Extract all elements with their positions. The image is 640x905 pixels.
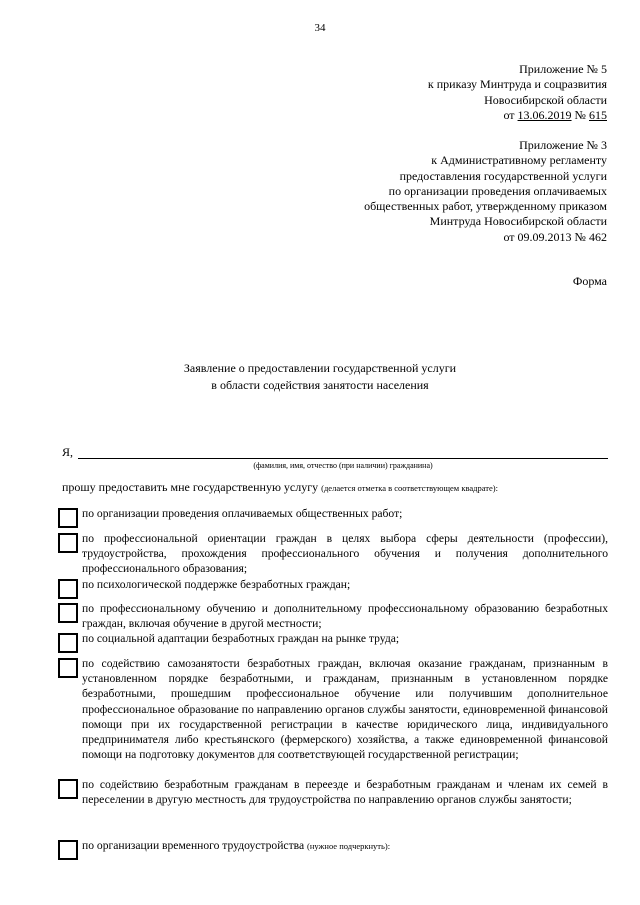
service-label: по профессиональной ориентации граждан в целях выбора сферы деятельности (профессии), трудоустройства, прохождения профессионального обучения и получения дополнительного профессионального образования; [82, 532, 608, 576]
service-checkbox[interactable] [58, 603, 78, 623]
service-checkbox[interactable] [58, 779, 78, 799]
service-label: по содействию безработным гражданам в переезде и безработным гражданам и членам их семей в переселении в другую местность для трудоустройства по направлению органов службы занятости; [82, 778, 608, 807]
service-label: по организации проведения оплачиваемых общественных работ; [82, 507, 403, 520]
appendix-3-line: Приложение № 3 [519, 138, 607, 152]
service-checkbox[interactable] [58, 579, 78, 599]
appendix-5-line: Новосибирской области [484, 92, 607, 107]
applicant-prefix: Я, [62, 445, 74, 459]
service-checkbox[interactable] [58, 840, 78, 860]
applicant-name-field[interactable] [78, 458, 608, 459]
order-number: 615 [589, 107, 607, 122]
service-checkbox[interactable] [58, 508, 78, 528]
appendix-5-line: к приказу Минтруда и соцразвития [427, 77, 607, 92]
service-checkbox[interactable] [58, 633, 78, 653]
service-note: (нужное подчеркнуть): [307, 841, 391, 851]
title-line-1: Заявление о предоставлении государственной услуги [183, 361, 457, 375]
order-date: 13.06.2019 [517, 107, 572, 122]
appendix-3-line: от 09.09.2013 № 462 [503, 229, 607, 244]
document-title [0, 360, 640, 394]
request-note: (делается отметка в соответствующем квадрате): [321, 483, 498, 493]
date-prefix: от [503, 107, 515, 122]
service-label: по организации временного трудоустройства [82, 839, 305, 852]
service-label: по содействию самозанятости безработных граждан, включая оказание гражданам, признанным в установленном порядке безработными, и гражданам, признанным в установленном порядке безработными, прошедшим профессиональное обучение или получившим дополнительное профессиональное образование по направлению органов службы занятости, единовременной финансовой помощи при их государственной регистрации в качестве юридического лица, индивидуального предпринимателя либо крестьянского (фермерского) хозяйства, а также единовременной финансовой помощи на подготовку документов для соответствующей государственной регистрации; [82, 657, 608, 762]
service-label: по профессиональному обучению и дополнительному профессиональному образованию безработных граждан, включая обучение в другой местности; [82, 602, 608, 631]
appendix-3-line: по организации проведения оплачиваемых [388, 183, 607, 198]
request-line [62, 480, 498, 495]
appendix-3-header [364, 138, 607, 245]
appendix-5-title: Приложение № 5 [519, 62, 607, 76]
service-label: по социальной адаптации безработных граждан на рынке труда; [82, 632, 400, 645]
appendix-5-header [428, 62, 607, 123]
applicant-name-hint: (фамилия, имя, отчество (при наличии) гражданина) [253, 461, 433, 470]
form-label: Форма [572, 274, 607, 288]
appendix-3-line: предоставления государственной услуги [399, 168, 607, 183]
appendix-3-line: Минтруда Новосибирской области [429, 214, 607, 229]
appendix-5-date-line [428, 108, 607, 123]
appendix-3-line: общественных работ, утвержденному приказом [364, 199, 607, 214]
title-line-2: в области содействия занятости населения [211, 378, 429, 392]
page-number: 34 [314, 22, 326, 34]
service-checkbox[interactable] [58, 658, 78, 678]
service-checkbox[interactable] [58, 533, 78, 553]
appendix-3-line: к Административному регламенту [431, 153, 607, 168]
service-label: по психологической поддержке безработных граждан; [82, 578, 351, 591]
request-text: прошу предоставить мне государственную услугу [62, 480, 319, 494]
number-prefix: № [574, 107, 586, 122]
service-label-wrap [82, 838, 608, 854]
